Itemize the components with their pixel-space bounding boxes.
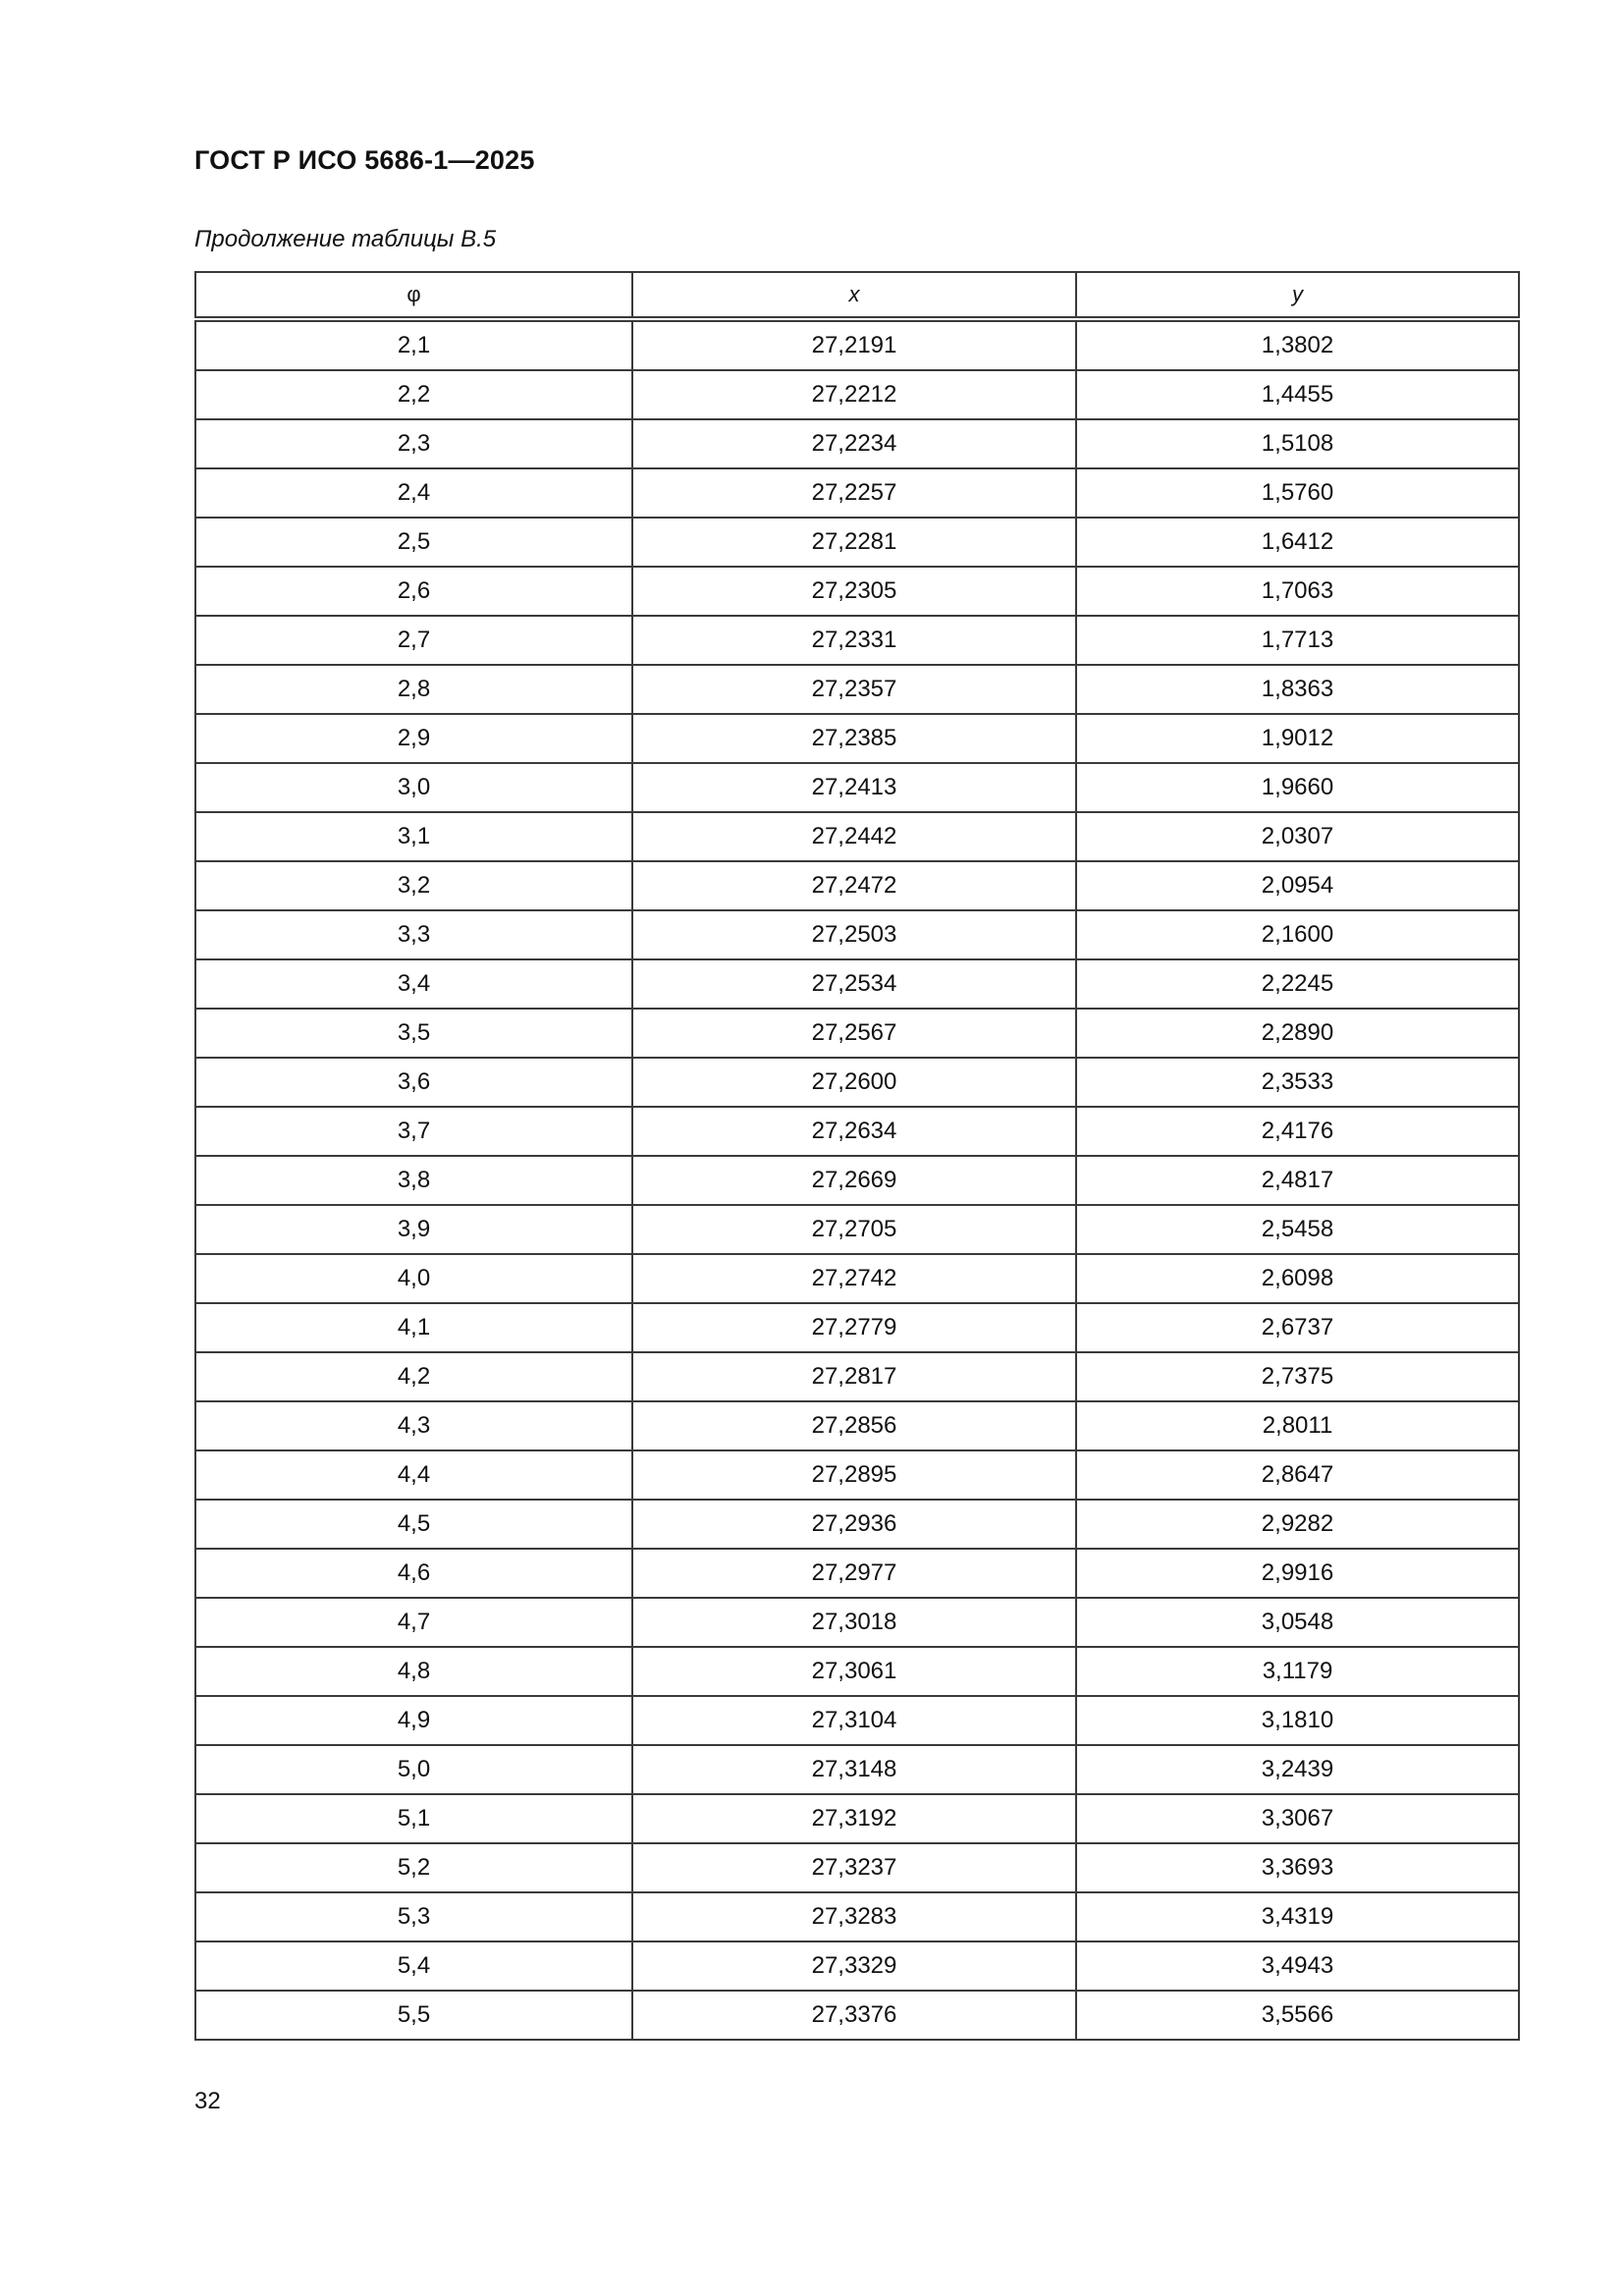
- cell-x: 27,2977: [632, 1549, 1076, 1598]
- table-row: [195, 616, 1519, 665]
- cell-x: 27,2936: [632, 1500, 1076, 1549]
- table-row: [195, 1401, 1519, 1450]
- cell-y: 2,0307: [1076, 812, 1519, 861]
- cell-y: 2,8011: [1076, 1401, 1519, 1450]
- cell-phi: 4,9: [195, 1696, 632, 1745]
- cell-phi: 5,3: [195, 1892, 632, 1941]
- cell-y: 3,4943: [1076, 1941, 1519, 1991]
- table-row: [195, 959, 1519, 1009]
- cell-x: 27,3376: [632, 1991, 1076, 2040]
- cell-x: 27,3237: [632, 1843, 1076, 1892]
- cell-phi: 2,6: [195, 567, 632, 616]
- cell-x: 27,2212: [632, 370, 1076, 419]
- cell-phi: 2,7: [195, 616, 632, 665]
- cell-x: 27,2895: [632, 1450, 1076, 1500]
- table-header: [195, 272, 1519, 319]
- table-row: [195, 419, 1519, 468]
- table-row: [195, 1941, 1519, 1991]
- column-header-y: y: [1076, 272, 1519, 319]
- cell-x: 27,2385: [632, 714, 1076, 763]
- table-row: [195, 714, 1519, 763]
- cell-y: 1,9012: [1076, 714, 1519, 763]
- cell-phi: 4,8: [195, 1647, 632, 1696]
- table-header-row: [195, 272, 1519, 319]
- column-header-phi: φ: [195, 272, 632, 319]
- table-row: [195, 319, 1519, 370]
- document-header: ГОСТ Р ИСО 5686-1—2025: [194, 145, 535, 175]
- cell-x: 27,2357: [632, 665, 1076, 714]
- table-row: [195, 567, 1519, 616]
- table-row: [195, 1450, 1519, 1500]
- cell-x: 27,2534: [632, 959, 1076, 1009]
- table-row: [195, 1892, 1519, 1941]
- cell-y: 1,5108: [1076, 419, 1519, 468]
- cell-y: 2,3533: [1076, 1058, 1519, 1107]
- cell-x: 27,2331: [632, 616, 1076, 665]
- table-row: [195, 1205, 1519, 1254]
- cell-phi: 5,2: [195, 1843, 632, 1892]
- table-body: [195, 319, 1519, 2040]
- cell-x: 27,3061: [632, 1647, 1076, 1696]
- table-row: [195, 910, 1519, 959]
- cell-phi: 2,8: [195, 665, 632, 714]
- table-row: [195, 370, 1519, 419]
- cell-phi: 4,2: [195, 1352, 632, 1401]
- cell-y: 2,8647: [1076, 1450, 1519, 1500]
- cell-phi: 2,2: [195, 370, 632, 419]
- cell-y: 2,4176: [1076, 1107, 1519, 1156]
- cell-phi: 4,4: [195, 1450, 632, 1500]
- table-row: [195, 1991, 1519, 2040]
- cell-x: 27,2567: [632, 1009, 1076, 1058]
- cell-y: 1,7713: [1076, 616, 1519, 665]
- cell-x: 27,3148: [632, 1745, 1076, 1794]
- cell-y: 2,5458: [1076, 1205, 1519, 1254]
- table-row: [195, 468, 1519, 518]
- table-row: [195, 1598, 1519, 1647]
- cell-phi: 2,5: [195, 518, 632, 567]
- table-row: [195, 1303, 1519, 1352]
- cell-x: 27,2742: [632, 1254, 1076, 1303]
- cell-phi: 3,7: [195, 1107, 632, 1156]
- cell-phi: 3,2: [195, 861, 632, 910]
- table-row: [195, 1500, 1519, 1549]
- cell-x: 27,2413: [632, 763, 1076, 812]
- cell-y: 3,0548: [1076, 1598, 1519, 1647]
- cell-y: 2,2245: [1076, 959, 1519, 1009]
- cell-y: 3,1810: [1076, 1696, 1519, 1745]
- cell-phi: 2,3: [195, 419, 632, 468]
- table-row: [195, 1549, 1519, 1598]
- cell-phi: 3,4: [195, 959, 632, 1009]
- cell-y: 1,8363: [1076, 665, 1519, 714]
- table-row: [195, 1107, 1519, 1156]
- cell-y: 2,6737: [1076, 1303, 1519, 1352]
- cell-phi: 5,1: [195, 1794, 632, 1843]
- cell-y: 2,4817: [1076, 1156, 1519, 1205]
- cell-x: 27,2472: [632, 861, 1076, 910]
- cell-phi: 4,0: [195, 1254, 632, 1303]
- table-row: [195, 1647, 1519, 1696]
- cell-x: 27,3192: [632, 1794, 1076, 1843]
- table-row: [195, 1843, 1519, 1892]
- table-row: [195, 1745, 1519, 1794]
- cell-x: 27,2705: [632, 1205, 1076, 1254]
- cell-x: 27,2856: [632, 1401, 1076, 1450]
- cell-x: 27,3018: [632, 1598, 1076, 1647]
- cell-y: 3,4319: [1076, 1892, 1519, 1941]
- table-row: [195, 812, 1519, 861]
- cell-x: 27,2442: [632, 812, 1076, 861]
- cell-phi: 3,5: [195, 1009, 632, 1058]
- cell-phi: 2,1: [195, 319, 632, 370]
- table-row: [195, 1352, 1519, 1401]
- cell-y: 1,6412: [1076, 518, 1519, 567]
- cell-phi: 2,4: [195, 468, 632, 518]
- cell-x: 27,3283: [632, 1892, 1076, 1941]
- cell-phi: 3,9: [195, 1205, 632, 1254]
- cell-phi: 3,8: [195, 1156, 632, 1205]
- table-row: [195, 518, 1519, 567]
- cell-x: 27,2191: [632, 319, 1076, 370]
- cell-x: 27,2281: [632, 518, 1076, 567]
- table-row: [195, 1058, 1519, 1107]
- cell-y: 1,9660: [1076, 763, 1519, 812]
- cell-y: 3,3067: [1076, 1794, 1519, 1843]
- cell-x: 27,2817: [632, 1352, 1076, 1401]
- cell-y: 1,5760: [1076, 468, 1519, 518]
- cell-y: 2,9282: [1076, 1500, 1519, 1549]
- cell-phi: 4,5: [195, 1500, 632, 1549]
- cell-phi: 5,0: [195, 1745, 632, 1794]
- page-number: 32: [194, 2088, 221, 2114]
- cell-y: 1,4455: [1076, 370, 1519, 419]
- cell-phi: 3,6: [195, 1058, 632, 1107]
- cell-y: 2,9916: [1076, 1549, 1519, 1598]
- cell-phi: 3,0: [195, 763, 632, 812]
- table-row: [195, 861, 1519, 910]
- table-row: [195, 1794, 1519, 1843]
- cell-y: 2,2890: [1076, 1009, 1519, 1058]
- table-row: [195, 1156, 1519, 1205]
- cell-phi: 2,9: [195, 714, 632, 763]
- cell-y: 3,5566: [1076, 1991, 1519, 2040]
- cell-phi: 4,3: [195, 1401, 632, 1450]
- cell-y: 2,0954: [1076, 861, 1519, 910]
- cell-x: 27,2234: [632, 419, 1076, 468]
- cell-phi: 5,5: [195, 1991, 632, 2040]
- cell-x: 27,3329: [632, 1941, 1076, 1991]
- cell-x: 27,2634: [632, 1107, 1076, 1156]
- table-row: [195, 1009, 1519, 1058]
- cell-phi: 4,6: [195, 1549, 632, 1598]
- table-row: [195, 665, 1519, 714]
- cell-phi: 3,1: [195, 812, 632, 861]
- table-caption: Продолжение таблицы В.5: [194, 226, 497, 252]
- table-row: [195, 1254, 1519, 1303]
- cell-phi: 5,4: [195, 1941, 632, 1991]
- cell-phi: 4,1: [195, 1303, 632, 1352]
- cell-y: 2,1600: [1076, 910, 1519, 959]
- cell-x: 27,2257: [632, 468, 1076, 518]
- cell-x: 27,2305: [632, 567, 1076, 616]
- cell-x: 27,2503: [632, 910, 1076, 959]
- table-row: [195, 1696, 1519, 1745]
- cell-y: 2,7375: [1076, 1352, 1519, 1401]
- cell-y: 3,3693: [1076, 1843, 1519, 1892]
- cell-y: 3,1179: [1076, 1647, 1519, 1696]
- cell-x: 27,2669: [632, 1156, 1076, 1205]
- cell-y: 2,6098: [1076, 1254, 1519, 1303]
- cell-phi: 4,7: [195, 1598, 632, 1647]
- cell-x: 27,2600: [632, 1058, 1076, 1107]
- cell-y: 3,2439: [1076, 1745, 1519, 1794]
- cell-x: 27,2779: [632, 1303, 1076, 1352]
- column-header-x: x: [632, 272, 1076, 319]
- cell-y: 1,3802: [1076, 319, 1519, 370]
- cell-x: 27,3104: [632, 1696, 1076, 1745]
- data-table: [194, 271, 1520, 2041]
- cell-phi: 3,3: [195, 910, 632, 959]
- cell-y: 1,7063: [1076, 567, 1519, 616]
- table-row: [195, 763, 1519, 812]
